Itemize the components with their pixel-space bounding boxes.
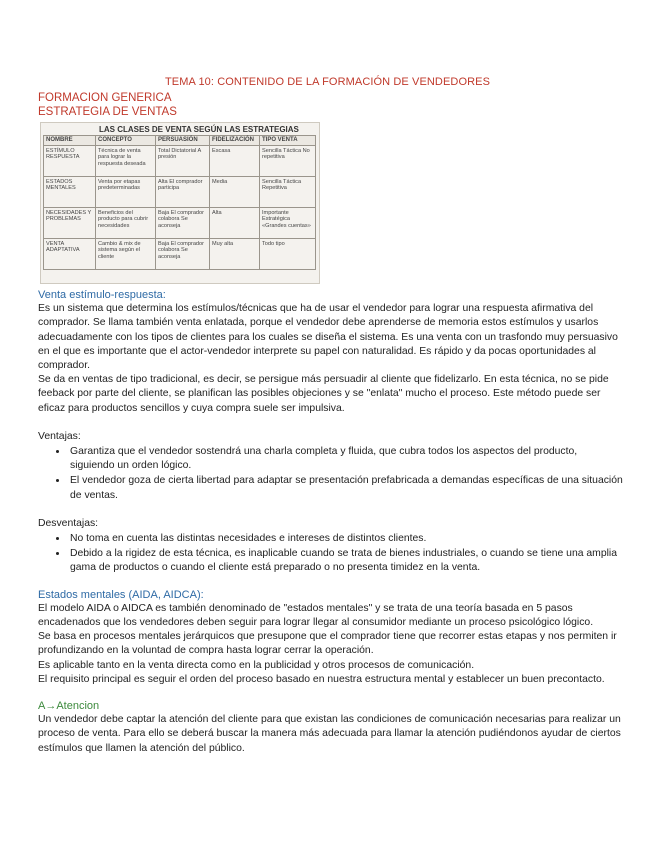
section-heading-estados-mentales: Estados mentales (AIDA, AIDCA): [38,588,204,601]
table-cell: Beneficios del producto para cubrir necesidades [96,207,156,238]
table-header-cell: NOMBRE [44,136,96,146]
table-cell: Escasa [210,145,260,176]
paragraph: El modelo AIDA o AIDCA es también denominado de "estados mentales" y se trata de una teoría basada en 5 pasos encadenados que los vendedores deben seguir para lograr llegar al consumidor mediante un proceso psicológico lógico. [38,602,594,629]
table-row [44,238,316,269]
table-cell: Baja El comprador colabora Se aconseja [156,207,210,238]
ventajas-label: Ventajas: [38,430,81,442]
paragraph: El requisito principal es seguir el orden del proceso basado en nuestra estructura mental y establecer un buen precontacto. [38,673,605,685]
table-header-cell: TIPO VENTA [260,136,316,146]
page-title: TEMA 10: CONTENIDO DE LA FORMACIÓN DE VENDEDORES [164,76,491,88]
table-cell: Baja El comprador colabora Se aconseja [156,238,210,269]
table-cell: Venta por etapas predeterminadas [96,176,156,207]
table-cell: VENTA ADAPTATIVA [44,238,96,269]
ventajas-list [38,444,623,503]
list-item: • Debido a la rigidez de esta técnica, es inaplicable cuando se trata de bienes industriales, o cuando se tiene una amplia gama de productos o cuando el cliente está preparado o no presenta timidez en la venta. [68,546,623,575]
table-header-cell: FIDELIZACIÓN [210,136,260,146]
table-cell: Muy alta [210,238,260,269]
table-header-cell: CONCEPTO [96,136,156,146]
desventajas-list [38,531,623,576]
section-heading-estimulo-respuesta: Venta estímulo-respuesta: [38,289,166,301]
paragraph: Se da en ventas de tipo tradicional, es decir, se persigue más persuadir al cliente que fidelizarlo. En esta técnica, no se pide feeback por parte del cliente, se planifican las posibles objeciones y se "enlata" mucho el proceso. Este método puede ser eficaz para productos sencillos y cuya compra suele ser impulsiva. [38,374,609,414]
list-item: • El vendedor goza de cierta libertad para adaptar se presentación prefabricada a demandas específicas de una situación de ventas. [68,473,623,502]
table-cell: Todo tipo [260,238,316,269]
table-header-cell: PERSUASIÓN [156,136,210,146]
table-cell: Alta El comprador participa [156,176,210,207]
paragraph: Es aplicable tanto en la venta directa como en la publicidad y otros procesos de comunicación. [38,659,475,671]
table-row [44,145,316,176]
table-cell: Cambio & mix de sistema según el cliente [96,238,156,269]
table-cell: Alta [210,207,260,238]
table-header-row [44,136,316,146]
table-image-title: LAS CLASES DE VENTA SEGÚN LAS ESTRATEGIAS [99,125,299,134]
paragraph: Es un sistema que determina los estímulos/técnicas que ha de usar el vendedor para lograr una respuesta afirmativa del comprador. Se llama también venta enlatada, porque el vendedor debe aprenderse de memoria estos estímulos y usarlos adecuadamente con los tipos de clientes para los cuales se diseña el sistema. Es una venta con un trasfondo muy persuasivo en el que es importante que el actor-vendedor interprete su papel con naturalidad. Es rápido y da pocas oportunidades al comprador. [38,303,618,372]
table-cell: Total Dictatorial A presión [156,145,210,176]
list-item: • No toma en cuenta las distintas necesidades e intereses de distintos clientes. [68,531,623,546]
table-cell: ESTADOS MENTALES [44,176,96,207]
section-heading-atencion: A→Atencion [38,700,100,713]
table-cell: NECESIDADES Y PROBLEMAS [44,207,96,238]
table-cell: Técnica de venta para lograr la respuesta deseada [96,145,156,176]
paragraph: Un vendedor debe captar la atención del cliente para que existan las condiciones de comunicación necesarias para realizar un proceso de venta. Para ello se deberá buscar la manera más adecuada para llamar la atención pudiéndonos ayudar de ciertos estímulos que llamen la atención del público. [38,714,621,754]
body-text [38,288,623,756]
table-row [44,176,316,207]
table-cell: Importante Estratégica «Grandes cuentas» [260,207,316,238]
sales-strategies-table-image [40,122,320,284]
paragraph: Se basa en procesos mentales jerárquicos que presupone que el comprador tiene que recorrer estas etapas y nos permiten ir profundizando en la voluntad de compra hasta lograr cerrar la operación. [38,631,617,657]
heading-formacion-generica: FORMACION GENERICA [38,92,172,104]
table-cell: ESTÍMULO RESPUESTA [44,145,96,176]
table-cell: Sencilla Táctica No repetitiva [260,145,316,176]
table-cell: Media [210,176,260,207]
desventajas-label: Desventajas: [38,517,99,529]
heading-estrategia-ventas: ESTRATEGIA DE VENTAS [38,106,177,118]
table-cell: Sencilla Táctica Repetitiva [260,176,316,207]
sales-strategies-table [43,135,316,270]
list-item: • Garantiza que el vendedor sostendrá una charla completa y fluida, que cubra todos los aspectos del producto, siguiendo un orden lógico. [68,444,623,473]
table-row [44,207,316,238]
